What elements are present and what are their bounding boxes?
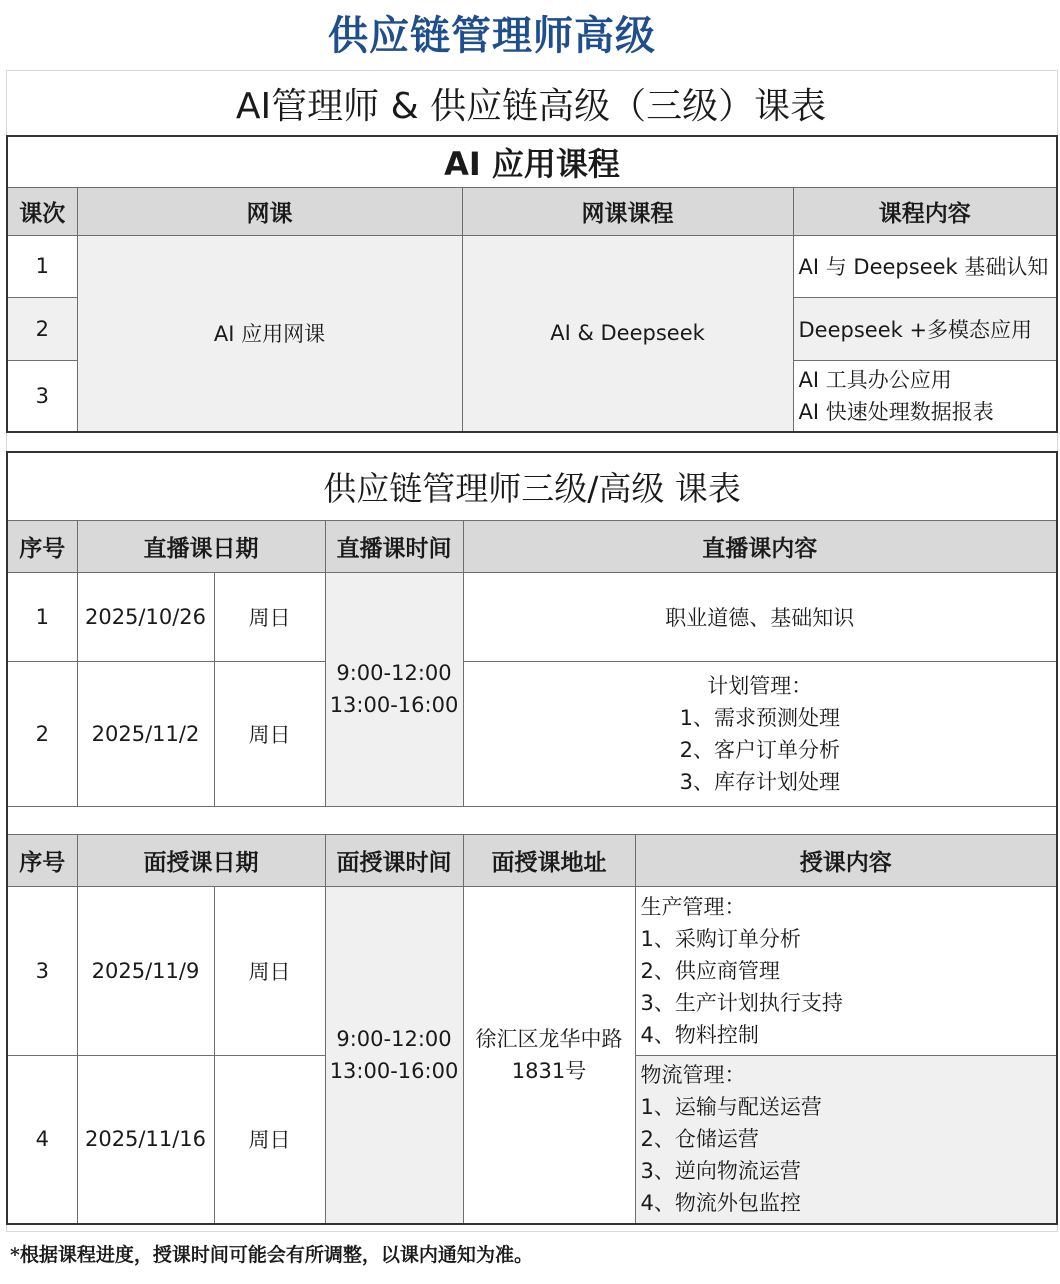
lesson-number: 3	[7, 360, 77, 432]
ai-course-table	[6, 135, 1058, 433]
header-lesson-no: 课次	[7, 187, 77, 235]
live-weekday: 周日	[214, 661, 325, 806]
schedule-title: 供应链管理师三级/高级 课表	[7, 452, 1057, 520]
live-date: 2025/11/2	[77, 661, 214, 806]
header-online-course: 网课	[77, 187, 462, 235]
content-line: 2、客户订单分析	[679, 737, 840, 762]
lesson-number: 1	[7, 235, 77, 297]
row-number: 3	[7, 886, 77, 1055]
face-date: 2025/11/16	[77, 1055, 214, 1224]
content-line: 生产管理：	[640, 894, 746, 919]
time-slot: 9:00-12:00	[336, 1026, 452, 1051]
live-date: 2025/10/26	[77, 572, 214, 661]
time-slot: 13:00-16:00	[329, 1058, 459, 1083]
content-line: 2、仓储运营	[640, 1127, 759, 1152]
ai-section-title: AI 应用课程	[7, 136, 1057, 187]
time-slot: 13:00-16:00	[329, 693, 459, 717]
face-weekday: 周日	[214, 1055, 325, 1224]
live-content-cell: 职业道德、基础知识	[463, 572, 1057, 661]
footnote: *根据课程进度，授课时间可能会有所调整，以课内通知为准。	[10, 1244, 533, 1266]
content-line: 计划管理：	[707, 673, 813, 698]
header-face-address: 面授课地址	[463, 834, 635, 886]
content-line: 4、物流外包监控	[640, 1191, 801, 1216]
face-address-cell	[463, 886, 635, 1224]
content-line: 1、运输与配送运营	[640, 1095, 822, 1120]
header-live-content: 直播课内容	[463, 520, 1057, 572]
content-line: 1、需求预测处理	[679, 705, 840, 730]
face-weekday: 周日	[214, 886, 325, 1055]
document-title: AI管理师 & 供应链高级（三级）课表	[235, 86, 827, 127]
section-spacer	[7, 806, 1057, 834]
content-line: 4、物料控制	[640, 1022, 759, 1047]
course-content-cell: Deepseek +多模态应用	[793, 297, 1057, 360]
main-title: 供应链管理师高级	[328, 13, 656, 59]
online-topic-cell: AI & Deepseek	[462, 235, 793, 432]
course-content-cell: AI 与 Deepseek 基础认知	[793, 235, 1057, 297]
face-time-cell	[325, 886, 463, 1224]
face-date: 2025/11/9	[77, 886, 214, 1055]
content-line: 1、采购订单分析	[640, 926, 801, 951]
content-line: 3、逆向物流运营	[640, 1159, 801, 1184]
header-face-content: 授课内容	[635, 834, 1057, 886]
row-number: 1	[7, 572, 77, 661]
header-face-time: 面授课时间	[325, 834, 463, 886]
live-weekday: 周日	[214, 572, 325, 661]
content-line: 3、生产计划执行支持	[640, 990, 843, 1015]
content-line: 物流管理：	[640, 1063, 746, 1088]
header-face-no: 序号	[7, 834, 77, 886]
content-line: 3、库存计划处理	[679, 769, 840, 794]
online-course-cell: AI 应用网课	[77, 235, 462, 432]
live-time-cell	[325, 572, 463, 806]
header-live-no: 序号	[7, 520, 77, 572]
course-content-cell	[793, 360, 1057, 432]
content-line: AI 快速处理数据报表	[798, 399, 994, 424]
header-live-time: 直播课时间	[325, 520, 463, 572]
content-line: AI 工具办公应用	[798, 367, 952, 392]
header-course-content: 课程内容	[793, 187, 1057, 235]
live-content-cell	[463, 661, 1057, 806]
address-line: 徐汇区龙华中路	[475, 1026, 623, 1051]
content-line: 2、供应商管理	[640, 958, 780, 983]
row-number: 4	[7, 1055, 77, 1224]
schedule-table	[6, 451, 1058, 1225]
address-line: 1831号	[511, 1058, 587, 1083]
lesson-number: 2	[7, 297, 77, 360]
face-content-cell	[635, 886, 1057, 1055]
row-number: 2	[7, 661, 77, 806]
time-slot: 9:00-12:00	[336, 661, 452, 685]
header-online-topic: 网课课程	[462, 187, 793, 235]
header-live-date: 直播课日期	[77, 520, 325, 572]
header-face-date: 面授课日期	[77, 834, 325, 886]
face-content-cell	[635, 1055, 1057, 1224]
